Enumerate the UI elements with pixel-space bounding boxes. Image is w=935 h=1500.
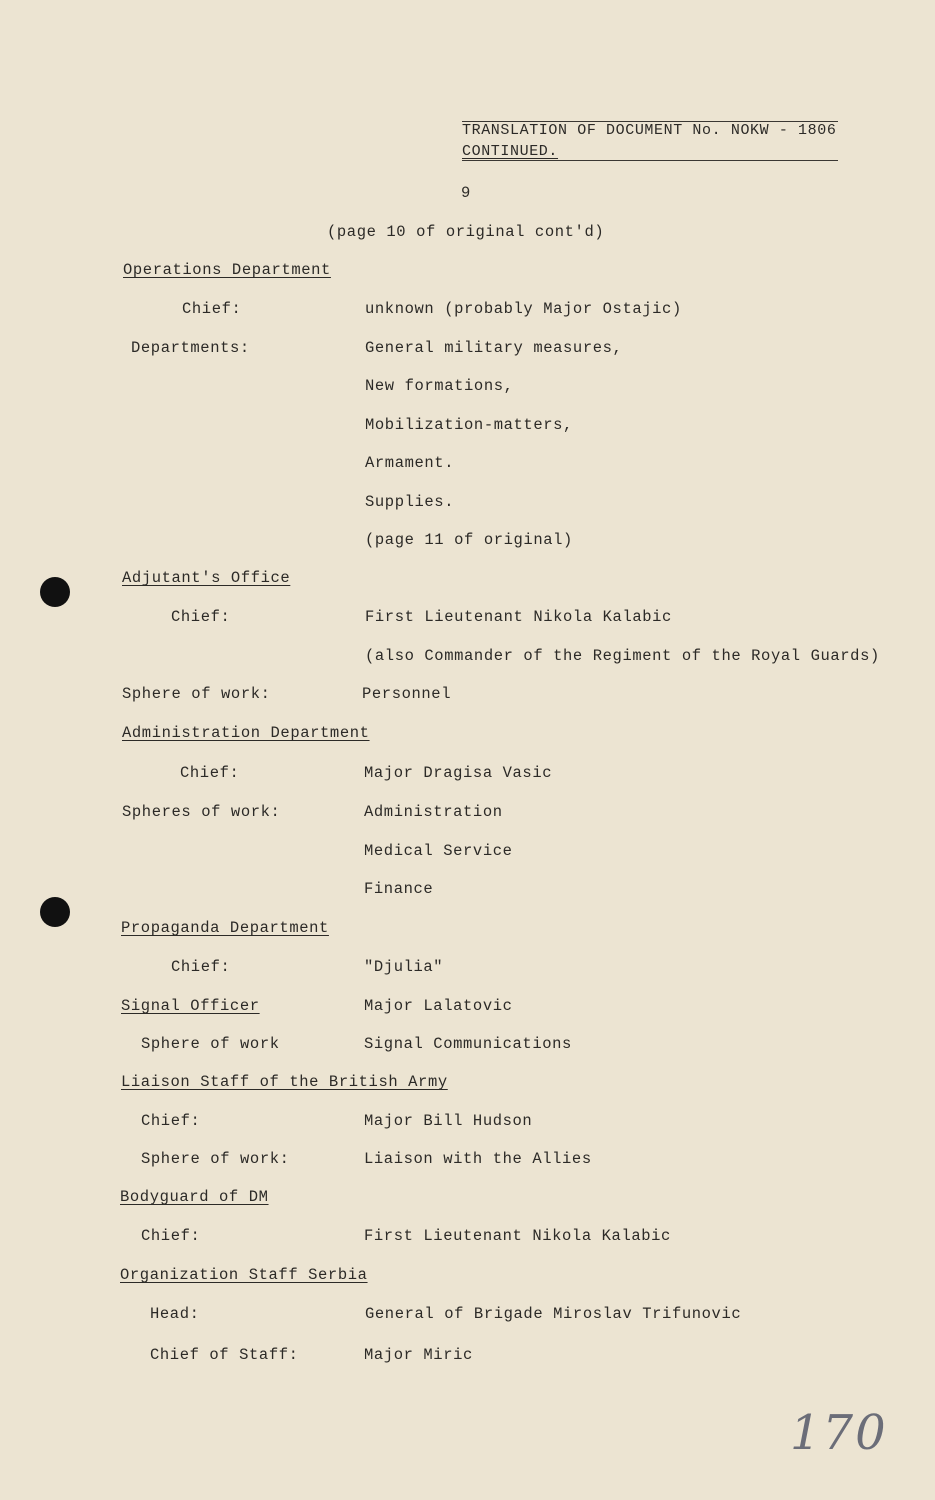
organization-head-value: General of Brigade Miroslav Trifunovic: [365, 1305, 742, 1323]
operations-item: Supplies.: [365, 493, 455, 511]
operations-heading: Operations Department: [123, 261, 331, 279]
signal-heading: Signal Officer: [121, 997, 260, 1015]
administration-heading: Administration Department: [122, 724, 370, 742]
page-number: 9: [461, 184, 471, 202]
bodyguard-chief-value: First Lieutenant Nikola Kalabic: [364, 1227, 671, 1245]
operations-departments-label: Departments:: [131, 339, 250, 357]
adjutant-heading: Adjutant's Office: [122, 569, 291, 587]
bodyguard-chief-label: Chief:: [141, 1227, 201, 1245]
administration-item: Finance: [364, 880, 434, 898]
administration-chief-value: Major Dragisa Vasic: [364, 764, 553, 782]
liaison-sphere-value: Liaison with the Allies: [364, 1150, 592, 1168]
liaison-heading: Liaison Staff of the British Army: [121, 1073, 448, 1091]
operations-item: Mobilization-matters,: [365, 416, 573, 434]
operations-chief-value: unknown (probably Major Ostajic): [365, 300, 682, 318]
signal-sphere-value: Signal Communications: [364, 1035, 572, 1053]
propaganda-chief-label: Chief:: [171, 958, 231, 976]
signal-heading-value: Major Lalatovic: [364, 997, 513, 1015]
adjutant-chief-label: Chief:: [171, 608, 231, 626]
adjutant-chief-value: First Lieutenant Nikola Kalabic: [365, 608, 672, 626]
adjutant-chief-note: (also Commander of the Regiment of the Royal Guards): [365, 647, 880, 665]
propaganda-chief-value: "Djulia": [364, 958, 444, 976]
page-note-mid: (page 11 of original): [365, 531, 573, 549]
signal-sphere-label: Sphere of work: [141, 1035, 280, 1053]
liaison-sphere-label: Sphere of work:: [141, 1150, 290, 1168]
document-header-title: TRANSLATION OF DOCUMENT No. NOKW - 1806: [462, 122, 837, 139]
administration-item: Administration: [364, 803, 503, 821]
bodyguard-heading: Bodyguard of DM: [120, 1188, 269, 1206]
adjutant-sphere-value: Personnel: [362, 685, 452, 703]
punch-hole-lower: [40, 897, 70, 927]
organization-cos-label: Chief of Staff:: [150, 1346, 299, 1364]
propaganda-heading: Propaganda Department: [121, 919, 329, 937]
administration-item: Medical Service: [364, 842, 513, 860]
administration-chief-label: Chief:: [180, 764, 240, 782]
liaison-chief-label: Chief:: [141, 1112, 201, 1130]
operations-chief-label: Chief:: [182, 300, 242, 318]
operations-item: Armament.: [365, 454, 455, 472]
administration-spheres-label: Spheres of work:: [122, 803, 281, 821]
document-header-continued: CONTINUED.: [462, 143, 559, 160]
organization-head-label: Head:: [150, 1305, 200, 1323]
page-note-top: (page 10 of original cont'd): [327, 223, 605, 241]
organization-heading: Organization Staff Serbia: [120, 1266, 368, 1284]
organization-cos-value: Major Miric: [364, 1346, 473, 1364]
operations-item: New formations,: [365, 377, 514, 395]
handwritten-page-number: 170: [790, 1405, 888, 1461]
adjutant-sphere-label: Sphere of work:: [122, 685, 271, 703]
header-rule-bottom: [462, 160, 838, 161]
liaison-chief-value: Major Bill Hudson: [364, 1112, 533, 1130]
operations-item: General military measures,: [365, 339, 623, 357]
punch-hole-upper: [40, 577, 70, 607]
